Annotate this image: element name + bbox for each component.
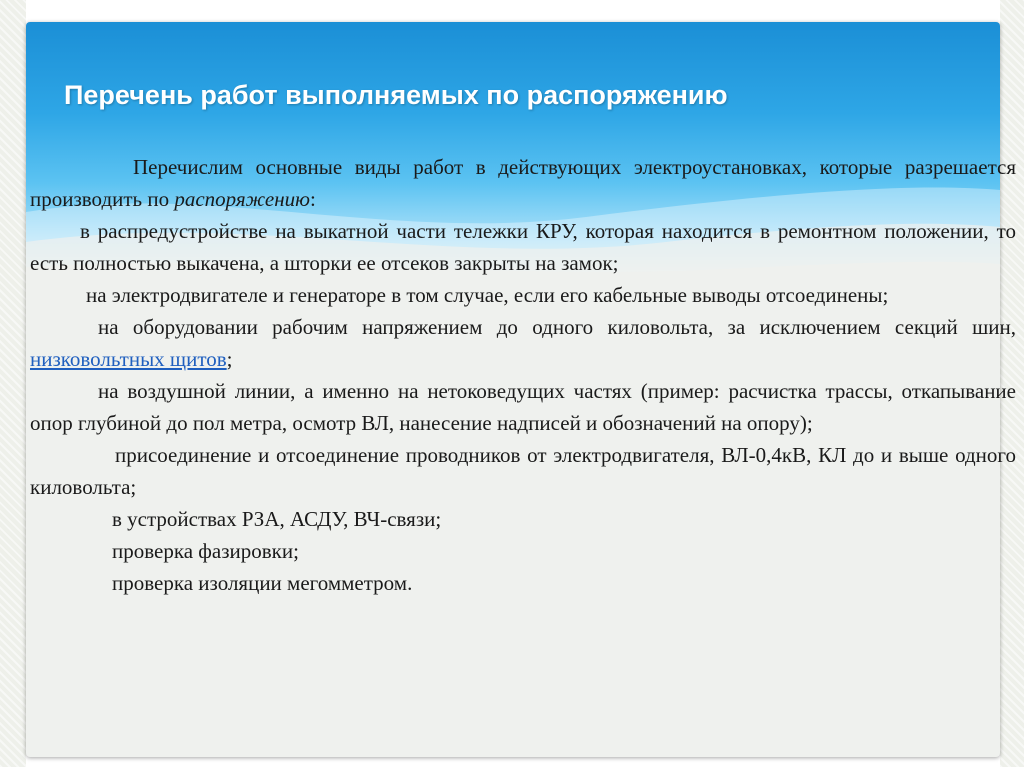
equipment-semicolon: ;	[226, 347, 233, 371]
left-decorative-strip	[0, 0, 26, 767]
equipment-text: на оборудовании рабочим напряжением до одного киловольта, за исключением секций шин,	[98, 315, 1016, 339]
list-item-kru: в распредустройстве на выкатной части тележки КРУ, которая находится в ремонтном положении, то есть полностью выкачена, а шторки ее отсеков закрыты на замок;	[30, 219, 1016, 275]
list-item-equipment	[30, 311, 1016, 375]
list-item-motor: на электродвигателе и генераторе в том случае, если его кабельные выводы отсоединены;	[86, 283, 889, 307]
list-item-phasing: проверка фазировки;	[112, 539, 299, 563]
intro-text: Перечислим основные виды работ в действующих электроустановках, которые разрешается производить по	[30, 155, 1016, 211]
list-item-connection: присоединение и отсоединение проводников от электродвигателя, ВЛ-0,4кВ, КЛ до и выше одного киловольта;	[30, 443, 1016, 499]
list-item-insulation: проверка изоляции мегомметром.	[112, 571, 413, 595]
list-item-overhead-line: на воздушной линии, а именно на нетоковедущих частях (пример: расчистка трассы, откапывание опор глубиной до пол метра, осмотр ВЛ, нанесение надписей и обозначений на опору);	[30, 379, 1016, 435]
list-item-rza: в устройствах РЗА, АСДУ, ВЧ-связи;	[112, 507, 442, 531]
low-voltage-panels-link[interactable]: низковольтных щитов	[30, 347, 227, 371]
body-text	[30, 151, 1016, 599]
intro-paragraph	[30, 151, 1016, 215]
intro-emphasis: распоряжению	[174, 187, 310, 211]
intro-colon: :	[309, 187, 316, 211]
page-title: Перечень работ выполняемых по распоряжению	[64, 80, 728, 110]
